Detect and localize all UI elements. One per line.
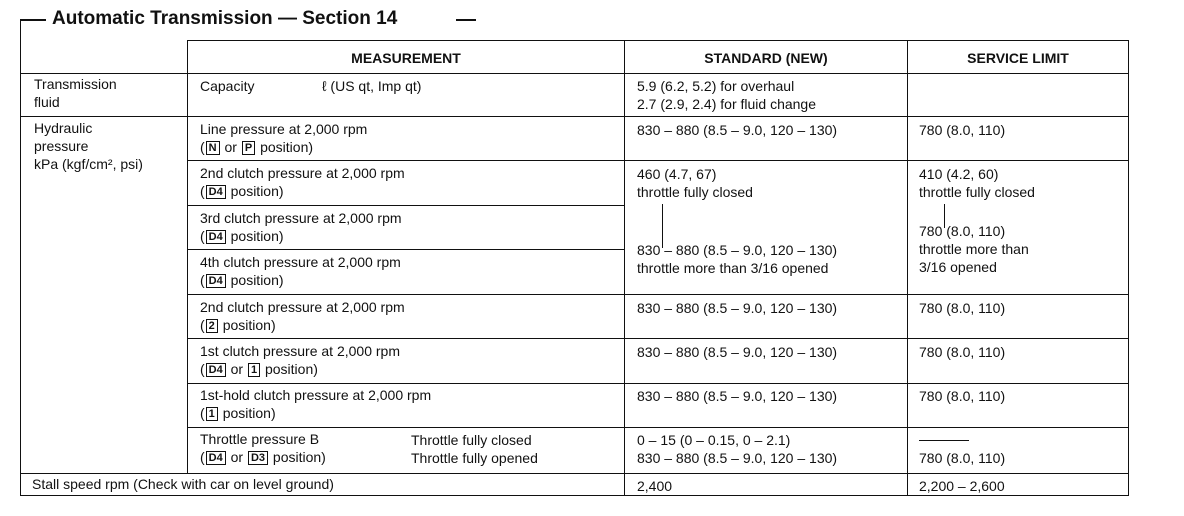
first-limit: 780 (8.0, 110) xyxy=(919,344,1006,360)
position-suffix: position) xyxy=(222,405,276,421)
d4-limit-opened xyxy=(919,222,1029,276)
first-hold-standard: 830 – 880 (8.5 – 9.0, 120 – 130) xyxy=(637,388,838,404)
d4-limit-closed xyxy=(919,165,1035,201)
d4-limit-closed-value: 410 (4.2, 60) xyxy=(919,166,999,182)
second-d4-position xyxy=(200,182,405,200)
second-2-rule xyxy=(187,338,1129,339)
second-d4-rule xyxy=(187,205,624,206)
second-2-standard: 830 – 880 (8.5 – 9.0, 120 – 130) xyxy=(637,300,838,316)
stall-speed-standard: 2,400 xyxy=(637,478,673,494)
position-box-1: 1 xyxy=(248,363,260,377)
second-d4-measurement xyxy=(200,164,405,200)
paren: ( xyxy=(200,405,205,421)
hydraulic-item-unit: kPa (kgf/cm², psi) xyxy=(34,156,143,172)
fluid-standard-overhaul: 5.9 (6.2, 5.2) for overhaul xyxy=(637,78,795,94)
position-box-d4: D4 xyxy=(206,230,226,244)
line-pressure-limit: 780 (8.0, 110) xyxy=(919,122,1006,138)
first-hold-limit: 780 (8.0, 110) xyxy=(919,388,1006,404)
d4-limit-opened-value: 780 (8.0, 110) xyxy=(919,223,1006,239)
fourth-d4-position xyxy=(200,271,401,289)
title-rule-right xyxy=(456,19,476,21)
paren: ( xyxy=(200,449,205,465)
first-measurement xyxy=(200,342,400,378)
second-2-position xyxy=(200,316,405,334)
throttle-b-standard xyxy=(637,431,837,467)
position-suffix: position) xyxy=(230,183,284,199)
second-2-measurement xyxy=(200,298,405,334)
throttle-b-standard-opened: 830 – 880 (8.5 – 9.0, 120 – 130) xyxy=(637,450,838,466)
third-d4-position xyxy=(200,227,402,245)
position-box-d3: D3 xyxy=(248,451,268,465)
second-2-limit: 780 (8.0, 110) xyxy=(919,300,1006,316)
table-border-top-right xyxy=(187,40,1129,41)
second-2-label: 2nd clutch pressure at 2,000 rpm xyxy=(200,299,405,315)
throttle-b-conditions xyxy=(411,431,538,467)
fourth-d4-rule xyxy=(187,294,1129,295)
or-text: or xyxy=(230,361,244,377)
or-text: or xyxy=(224,139,237,155)
d4-standard-opened-condition: throttle more than 3/16 opened xyxy=(637,260,829,276)
fluid-item-line2: fluid xyxy=(34,94,60,110)
third-d4-measurement xyxy=(200,209,402,245)
paren: ( xyxy=(200,183,205,199)
position-box-d4: D4 xyxy=(206,185,226,199)
line-pressure-rule xyxy=(187,160,1129,161)
column-divider-item xyxy=(187,40,188,474)
fluid-row-rule xyxy=(20,116,1129,117)
first-hold-label: 1st-hold clutch pressure at 2,000 rpm xyxy=(200,387,432,403)
throttle-b-position xyxy=(200,448,326,466)
d4-standard-closed-value: 460 (4.7, 67) xyxy=(637,166,717,182)
position-suffix: position) xyxy=(230,272,284,288)
line-pressure-standard: 830 – 880 (8.5 – 9.0, 120 – 130) xyxy=(637,122,838,138)
or-text: or xyxy=(230,449,244,465)
d4-standard-opened xyxy=(637,241,837,277)
fluid-standard-change: 2.7 (2.9, 2.4) for fluid change xyxy=(637,96,816,112)
section-title-bar xyxy=(20,8,475,32)
third-d4-rule xyxy=(187,249,624,250)
section-title: Automatic Transmission — Section 14 xyxy=(52,8,398,29)
hydraulic-item-line2: pressure xyxy=(34,138,89,154)
first-hold-position xyxy=(200,404,431,422)
stall-speed-label: Stall speed rpm (Check with car on level ground) xyxy=(32,476,334,492)
fourth-d4-label: 4th clutch pressure at 2,000 rpm xyxy=(200,254,401,270)
fluid-standard xyxy=(637,77,816,113)
fluid-unit: ℓ (US qt, Imp qt) xyxy=(322,78,422,94)
paren: ( xyxy=(200,317,205,333)
hydraulic-item-line1: Hydraulic xyxy=(34,120,93,136)
stall-speed-limit: 2,200 – 2,600 xyxy=(919,478,1005,494)
position-suffix: position) xyxy=(230,228,284,244)
header-rule xyxy=(20,73,1129,74)
position-box-d4: D4 xyxy=(206,363,226,377)
table-border-bottom xyxy=(20,495,1129,496)
line-pressure-measurement xyxy=(200,120,367,156)
first-standard: 830 – 880 (8.5 – 9.0, 120 – 130) xyxy=(637,344,838,360)
throttle-b-condition-closed: Throttle fully closed xyxy=(411,432,532,448)
d4-limit-opened-condition-1: throttle more than xyxy=(919,241,1029,257)
header-measurement: MEASUREMENT xyxy=(351,50,461,66)
fluid-item-label xyxy=(34,75,117,111)
first-position xyxy=(200,360,400,378)
position-box-p: P xyxy=(242,141,255,155)
paren: ( xyxy=(200,228,205,244)
throttle-b-measurement xyxy=(200,430,326,466)
position-box-n: N xyxy=(206,141,220,155)
d4-standard-opened-value: 830 – 880 (8.5 – 9.0, 120 – 130) xyxy=(637,242,838,258)
first-rule xyxy=(187,383,1129,384)
line-pressure-label: Line pressure at 2,000 rpm xyxy=(200,121,368,137)
d4-limit-opened-condition-2: 3/16 opened xyxy=(919,259,997,275)
position-box-2: 2 xyxy=(206,319,218,333)
d4-limit-closed-condition: throttle fully closed xyxy=(919,184,1035,200)
position-suffix: position) xyxy=(272,449,326,465)
second-d4-label: 2nd clutch pressure at 2,000 rpm xyxy=(200,165,405,181)
fluid-measurement: Capacity xyxy=(200,78,255,94)
d4-standard-closed xyxy=(637,165,753,201)
position-box-d4: D4 xyxy=(206,274,226,288)
first-label: 1st clutch pressure at 2,000 rpm xyxy=(200,343,400,359)
throttle-b-limit-opened: 780 (8.0, 110) xyxy=(919,450,1006,466)
throttle-b-rule xyxy=(20,473,1129,474)
title-rule-left xyxy=(20,19,46,21)
throttle-b-label: Throttle pressure B xyxy=(200,431,320,447)
position-box-1: 1 xyxy=(206,407,218,421)
hydraulic-item-label xyxy=(34,119,143,173)
header-service-limit: SERVICE LIMIT xyxy=(967,50,1069,66)
paren: ( xyxy=(200,361,205,377)
fluid-item-line1: Transmission xyxy=(34,76,117,92)
d4-standard-closed-condition: throttle fully closed xyxy=(637,184,753,200)
first-hold-measurement xyxy=(200,386,431,422)
position-suffix: position) xyxy=(222,317,276,333)
throttle-b-standard-closed: 0 – 15 (0 – 0.15, 0 – 2.1) xyxy=(637,432,791,448)
third-d4-label: 3rd clutch pressure at 2,000 rpm xyxy=(200,210,402,226)
position-box-d4: D4 xyxy=(206,451,226,465)
first-hold-rule xyxy=(187,427,1129,428)
line-pressure-position: ( N or P position) xyxy=(200,139,314,155)
throttle-b-condition-opened: Throttle fully opened xyxy=(411,450,538,466)
throttle-b-limit-blank xyxy=(919,440,969,441)
position-suffix: position) xyxy=(264,361,318,377)
table-border-left xyxy=(20,20,21,496)
position-suffix: position) xyxy=(260,139,314,155)
header-standard: STANDARD (NEW) xyxy=(704,50,828,66)
fourth-d4-measurement xyxy=(200,253,401,289)
paren: ( xyxy=(200,272,205,288)
